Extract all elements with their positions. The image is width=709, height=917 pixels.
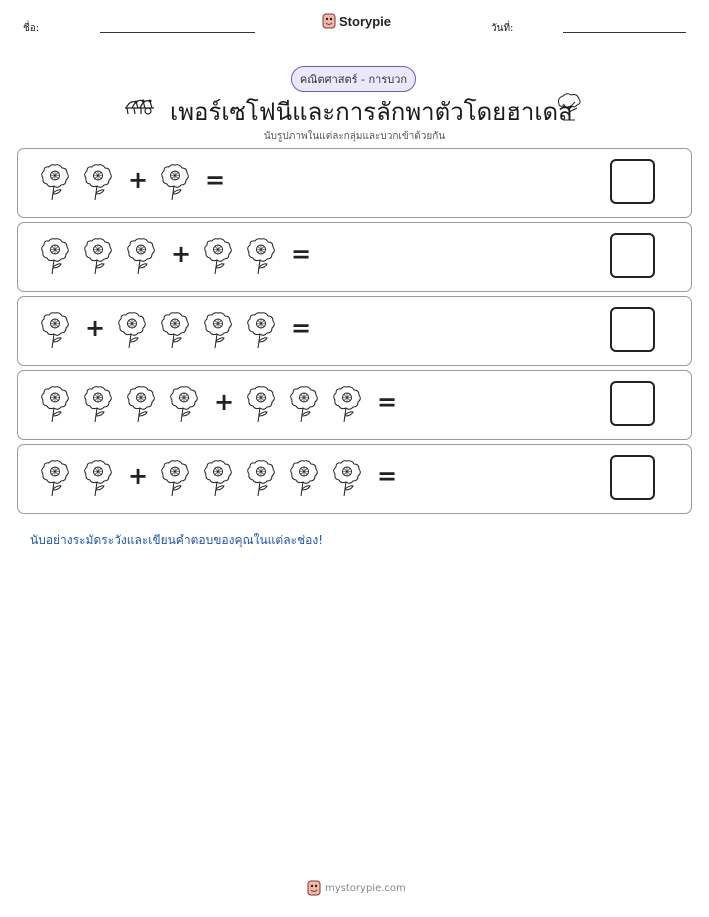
plus-sign: +	[128, 166, 149, 194]
flower-icon	[246, 385, 276, 423]
footer-note: นับอย่างระมัดระวังและเขียนคำตอบของคุณในแต่ละช่อง!	[30, 533, 324, 547]
plus-sign: +	[128, 462, 149, 490]
flower-icon	[117, 311, 147, 349]
flower-icon	[126, 385, 156, 423]
brand	[322, 13, 391, 29]
flower-icon	[40, 163, 70, 201]
name-line[interactable]	[100, 32, 255, 33]
flower-icon	[203, 459, 233, 497]
tree-icon	[555, 92, 583, 122]
flower-icon	[246, 459, 276, 497]
flower-icon	[126, 237, 156, 275]
answer-box[interactable]	[610, 159, 655, 204]
plus-sign: +	[171, 240, 192, 268]
flower-icon	[160, 459, 190, 497]
title-row	[0, 92, 709, 126]
flower-icon	[40, 237, 70, 275]
flower-icon	[169, 385, 199, 423]
flower-icon	[332, 459, 362, 497]
subject-badge: คณิตศาสตร์ - การบวก	[291, 66, 416, 92]
equals-sign: =	[291, 240, 312, 268]
flower-icon	[203, 311, 233, 349]
flower-icon	[40, 311, 70, 349]
site-url: mystorypie.com	[325, 882, 406, 894]
problem-row	[17, 222, 692, 292]
answer-box[interactable]	[610, 307, 655, 352]
flower-icon	[289, 459, 319, 497]
site-footer	[307, 880, 406, 896]
flower-icon	[246, 311, 276, 349]
flower-icon	[83, 237, 113, 275]
storypie-logo-icon	[322, 13, 336, 29]
equals-sign: =	[377, 388, 398, 416]
date-label: วันที่:	[491, 23, 514, 34]
storypie-logo-icon	[307, 880, 321, 896]
flower-icon	[332, 385, 362, 423]
answer-box[interactable]	[610, 233, 655, 278]
flower-icon	[40, 385, 70, 423]
problem-row	[17, 370, 692, 440]
instructions: นับรูปภาพในแต่ละกลุ่มและบวกเข้าด้วยกัน	[263, 131, 446, 142]
name-label: ชื่อ:	[23, 23, 40, 34]
chariot-icon	[124, 94, 156, 116]
equals-sign: =	[291, 314, 312, 342]
problem-row	[17, 148, 692, 218]
brand-name: Storypie	[339, 13, 392, 29]
equals-sign: =	[377, 462, 398, 490]
flower-icon	[289, 385, 319, 423]
page-title: เพอร์เซโฟนีและการลักพาตัวโดยฮาเดส	[170, 98, 573, 126]
date-line[interactable]	[563, 32, 686, 33]
plus-sign: +	[214, 388, 235, 416]
flower-icon	[83, 459, 113, 497]
plus-sign: +	[85, 314, 106, 342]
flower-icon	[160, 311, 190, 349]
answer-box[interactable]	[610, 455, 655, 500]
flower-icon	[246, 237, 276, 275]
flower-icon	[83, 385, 113, 423]
answer-box[interactable]	[610, 381, 655, 426]
flower-icon	[40, 459, 70, 497]
flower-icon	[203, 237, 233, 275]
problem-row	[17, 296, 692, 366]
flower-icon	[83, 163, 113, 201]
flower-icon	[160, 163, 190, 201]
problem-row	[17, 444, 692, 514]
equals-sign: =	[205, 166, 226, 194]
